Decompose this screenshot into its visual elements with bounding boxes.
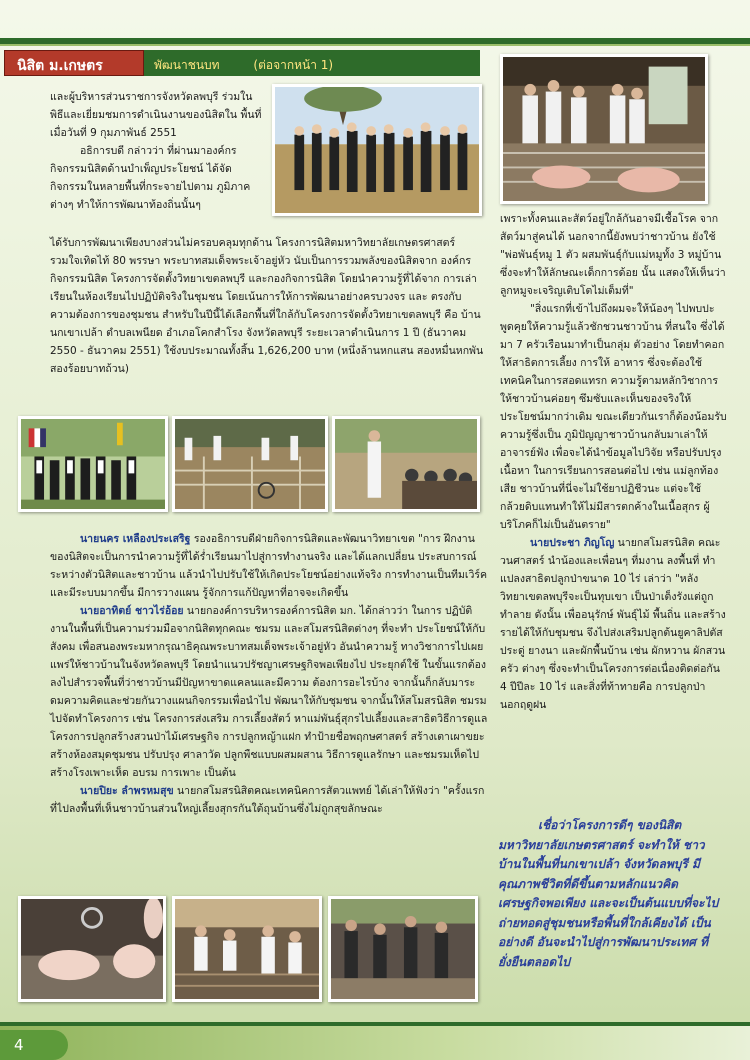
section-subtitle-bar	[144, 50, 480, 76]
footer-band	[0, 1026, 750, 1060]
piya-text: นายกสโมสรนิสิตคณะเทคนิคการสัตวแพทย์ ได้เล่าให้ฟังว่า "ครั้งแรกที่ไปลงพื้นที่เห็นชาวบ้านส่วนใหญ่เลี้ยงสุกรกันใต้ถุนบ้านซึ่งไม่ถูกสุขลักษณะ	[50, 785, 485, 815]
nakorn-paragraph	[50, 530, 488, 602]
pull-quote: เชื่อว่าโครงการดีๆ ของนิสิต มหาวิทยาลัยเกษตรศาสตร์ จะทำให้ ชาวบ้านในพื้นที่นกเขาเปล้า จังหวัดลพบุรี มีคุณภาพชีวิตที่ดีขึ้นตามหลักแนวคิด เศรษฐกิจพอเพียง และจะเป็นต้นแบบที่จะไป ถ่ายทอดสู่ชุมชนหรือพื้นที่ใกล้เคียงได้ เป็นอย่างดี อันจะนำไปสู่การพัฒนาประเทศ ที่ยั่งยืนตลอดไป	[498, 818, 719, 969]
speaker-name-piya: นายปิยะ ลำพรหมสุข	[80, 785, 174, 797]
intro-text-block	[50, 88, 266, 214]
photo-pigs	[18, 896, 166, 1002]
photo-meeting	[332, 416, 480, 512]
photo-pig-pen-visit	[500, 54, 708, 204]
top-rule-accent	[0, 44, 750, 46]
intro-paragraph: และผู้บริหารส่วนราชการจังหวัดลพบุรี ร่วมใน พิธีและเยี่ยมชมการดำเนินงานของนิสิตใน พื้นที่ เมื่อวันที่ 9 กุมภาพันธ์ 2551	[50, 91, 262, 139]
speaker-name-athit: นายอาทิตย์ ชาวไร่อ้อย	[80, 605, 184, 617]
right-paragraph-1: เพราะทั้งคนและสัตว์อยู่ใกล้กันอาจมีเชื้อโรค จากสัตว์มาสู่คนได้ นอกจากนี้ยังพบว่าชาวบ้าน ยังใช้ "พ่อพันธุ์หมู 1 ตัว ผสมพันธุ์กับแม่หมูทั้ง 3 หมู่บ้าน ซึ่งจะทำให้ลักษณะเด็กการด้อย นั้น แสดงให้เห็นว่าลูกหมูจะเจริญเติบโตไม่เต็มที่"	[500, 213, 726, 297]
piya-paragraph	[50, 782, 488, 818]
photo-community	[328, 896, 478, 1002]
right-paragraph-2: "สิ่งแรกที่เข้าไปถึงผมจะให้น้องๆ ไปพบปะพูดคุยให้ความรู้แล้วชักชวนชาวบ้าน ที่สนใจ ซึ่งได้มา 7 ครัวเรือนมาทำเป็นกลุ่ม ตัวอย่าง โดยทำคอกให้สาธิตการเลี้ยง การให้ อาหาร ซึ่งจะต้องใช้เทคนิคในการสอดแทรก ความรู้ตามหลักวิชาการให้ชาวบ้านค่อยๆ ซึมซับและเห็นของจริงให้ประโยชน์มากว่าเดิม ขณะเดียวกันเราก็ต้องน้อมรับความรู้ซึ่งเป็น ภูมิปัญญาชาวบ้านกลับมาเล่าให้อาจารย์ฟัง เพื่อจะได้นำข้อมูลไปวิจัย หรือปรับปรุงเนื้อหา ในการเรียนการสอนต่อไป เช่น แม่ลูกท้องเสีย ชาวบ้านที่นี่จะไม่ใช้ยาปฏิชีวนะ แต่จะใช้ กล้วยดิบแทนทำให้ไม่มีสารตกค้างในเนื้อสุกร ผู้บริโภคก็ไม่เป็นอันตราย"	[500, 303, 727, 531]
continued-note: (ต่อจากหน้า 1)	[253, 58, 334, 72]
section-title: นิสิต ม.เกษตร	[4, 50, 144, 76]
photo-group-visit	[272, 84, 482, 216]
page-number: 4	[0, 1030, 68, 1060]
right-paragraph-3	[500, 534, 728, 714]
rector-paragraph: อธิการบดี กล่าวว่า ที่ผ่านมาองค์กร กิจกรรมนิสิตด้านบำเพ็ญประโยชน์ ได้จัด กิจกรรมในหลายพื้นที่กระจายไปตาม ภูมิภาคต่างๆ ทำให้การพัฒนาท้องถิ่นนั้นๆ	[50, 145, 251, 211]
speaker-name-nakorn: นายนคร เหลืองประเสริฐ	[80, 533, 191, 545]
athit-text: นายกองค์การบริหารองค์การนิสิต มก. ได้กล่าวว่า ในการ ปฏิบัติงานในพื้นที่เป็นความร่วมมือจากนิสิตทุกคณะ ชมรม และสโมสรนิสิตต่างๆ ที่จะทำ ประโยชน์ให้กับสังคม เพื่อสนองพระมหากรุณาธิคุณพระบาทสมเด็จพระเจ้าอยู่หัว อันนำความรู้ ทางวิชาการไปเผยแพร่ให้ชาวบ้านในจังหวัดลพบุรี โดยนำแนวปรัชญาเศรษฐกิจพอเพียงไป ประยุกต์ใช้ ในขั้นแรกต้องลงไปสำรวจพื้นที่ว่าชาวบ้านมีปัญหาขาดแคลนและมีความ ต้องการอะไรบ้าง จากนั้นก็กลับมาระดมความคิดและช่วยกันวางแผนกิจกรรมเพื่อนำไป พัฒนาให้กับชุมชน จากนั้นให้สโมสรนิสิต ชมรม ไปจัดทำโครงการ เช่น โครงการส่งเสริม การเลี้ยงสัตว์ หาแม่พันธุ์สุกรไปเลี้ยงและสาธิตวิธีการดูแล โครงการปลูกสร้างสวนป่าไม้เศรษฐกิจ การปลูกหญ้าแฝก ทำป้ายชื่อพฤกษศาสตร์ สร้างเตาเผาขยะ สร้างห้องสมุดชุมชน ปรับปรุง ศาลาวัด ปลูกพืชแบบผสมผสาน วิธีการดูแลรักษา และชมรมเห็ดไปสร้างโรงเพาะเห็ด อบรม การเพาะ เป็นต้น	[50, 605, 488, 779]
main-column	[50, 530, 488, 818]
speaker-name-pracha: นายประชา ภิญโญ	[530, 537, 615, 549]
photo-group-flags	[18, 416, 168, 512]
project-paragraph: ได้รับการพัฒนาเพียงบางส่วนไม่ครอบคลุมทุกด้าน โครงการนิสิตมหาวิทยาลัยเกษตรศาสตร์ รวมใจเทิดไท้ 80 พรรษา พระบาทสมเด็จพระเจ้าอยู่หัว นับเป็นการรวมพลังของนิสิตจาก องค์กรกิจกรรมนิสิต โครงการจัดตั้งวิทยาเขตลพบุรี และกองกิจการนิสิต โดยนำความรู้ที่ได้จาก การเล่าเรียนในห้องเรียนไปปฏิบัติจริงในชุมชน โดยเน้นการให้การพัฒนาอย่างครบวงจร และ ตรงกับความต้องการของชุมชน สำหรับในปีนี้ได้เลือกพื้นที่ใกล้กับโครงการจัดตั้งวิทยาเขตลพบุรี คือ บ้านนกเขาเปล้า ตำบลเพนียด อำเภอโคกสำโรง จังหวัดลพบุรี ระยะเวลาดำเนินการ 1 ปี (ธันวาคม 2550 - ธันวาคม 2551) ใช้งบประมาณทั้งสิ้น 1,626,200 บาท (หนึ่งล้านหกแสน สองหมื่นหกพันสองร้อยบาทถ้วน)	[50, 237, 484, 375]
photo-students-pen	[172, 896, 322, 1002]
right-column	[500, 210, 728, 714]
nakorn-text: รองอธิการบดีฝ่ายกิจการนิสิตและพัฒนาวิทยาเขต "การ ฝึกงานของนิสิตจะเป็นการนำความรู้ที่ได้ร่ำเรียนมาไปสู่การทำงานจริง และได้แลกเปลี่ยน ประสบการณ์ระหว่างตัวนิสิตและชาวบ้าน แล้วนำไปปรับใช้ให้เกิดประโยชน์อย่างแท้จริง การทำงานเป็นทีมเวิร์คและมีระบบมากขึ้น มีการวางแผน รู้จักการแก้ปัญหาที่อาจจะเกิดขึ้น	[50, 533, 488, 599]
photo-farm-pen	[172, 416, 328, 512]
pracha-text: นายกสโมสรนิสิต คณะวนศาสตร์ นำน้องและเพื่อนๆ ที่มงาน ลงพื้นที่ ทำแปลงสาธิตปลูกป่าขนาด 10 ไร่ เล่าว่า "หลังวิทยาเขตลพบุรีจะเป็นทุบเขา เป็นป่าเต็งรังแต่ถูกทำลาย ดังนั้น เพื่ออนุรักษ์ พันธุ์ไม้ พื้นถิ่น และสร้างรายได้ให้กับชุมชน จึงไปส่งเสริมปลูกต้นยูคาลิปตัส ประดู่ ยางนา และผักพื้นบ้าน เช่น ผักหวาน ผักสวนครัว ต่างๆ ซึ่งจะทำเป็นโครงการต่อเนื่องติดต่อกัน 4 ปีปีละ 10 ไร่ และสิ่งที่ท้าทายคือ การปลูกป่า นอกฤดูฝน	[500, 537, 726, 711]
athit-paragraph	[50, 602, 488, 782]
section-subtitle: พัฒนาชนบท	[154, 58, 220, 72]
